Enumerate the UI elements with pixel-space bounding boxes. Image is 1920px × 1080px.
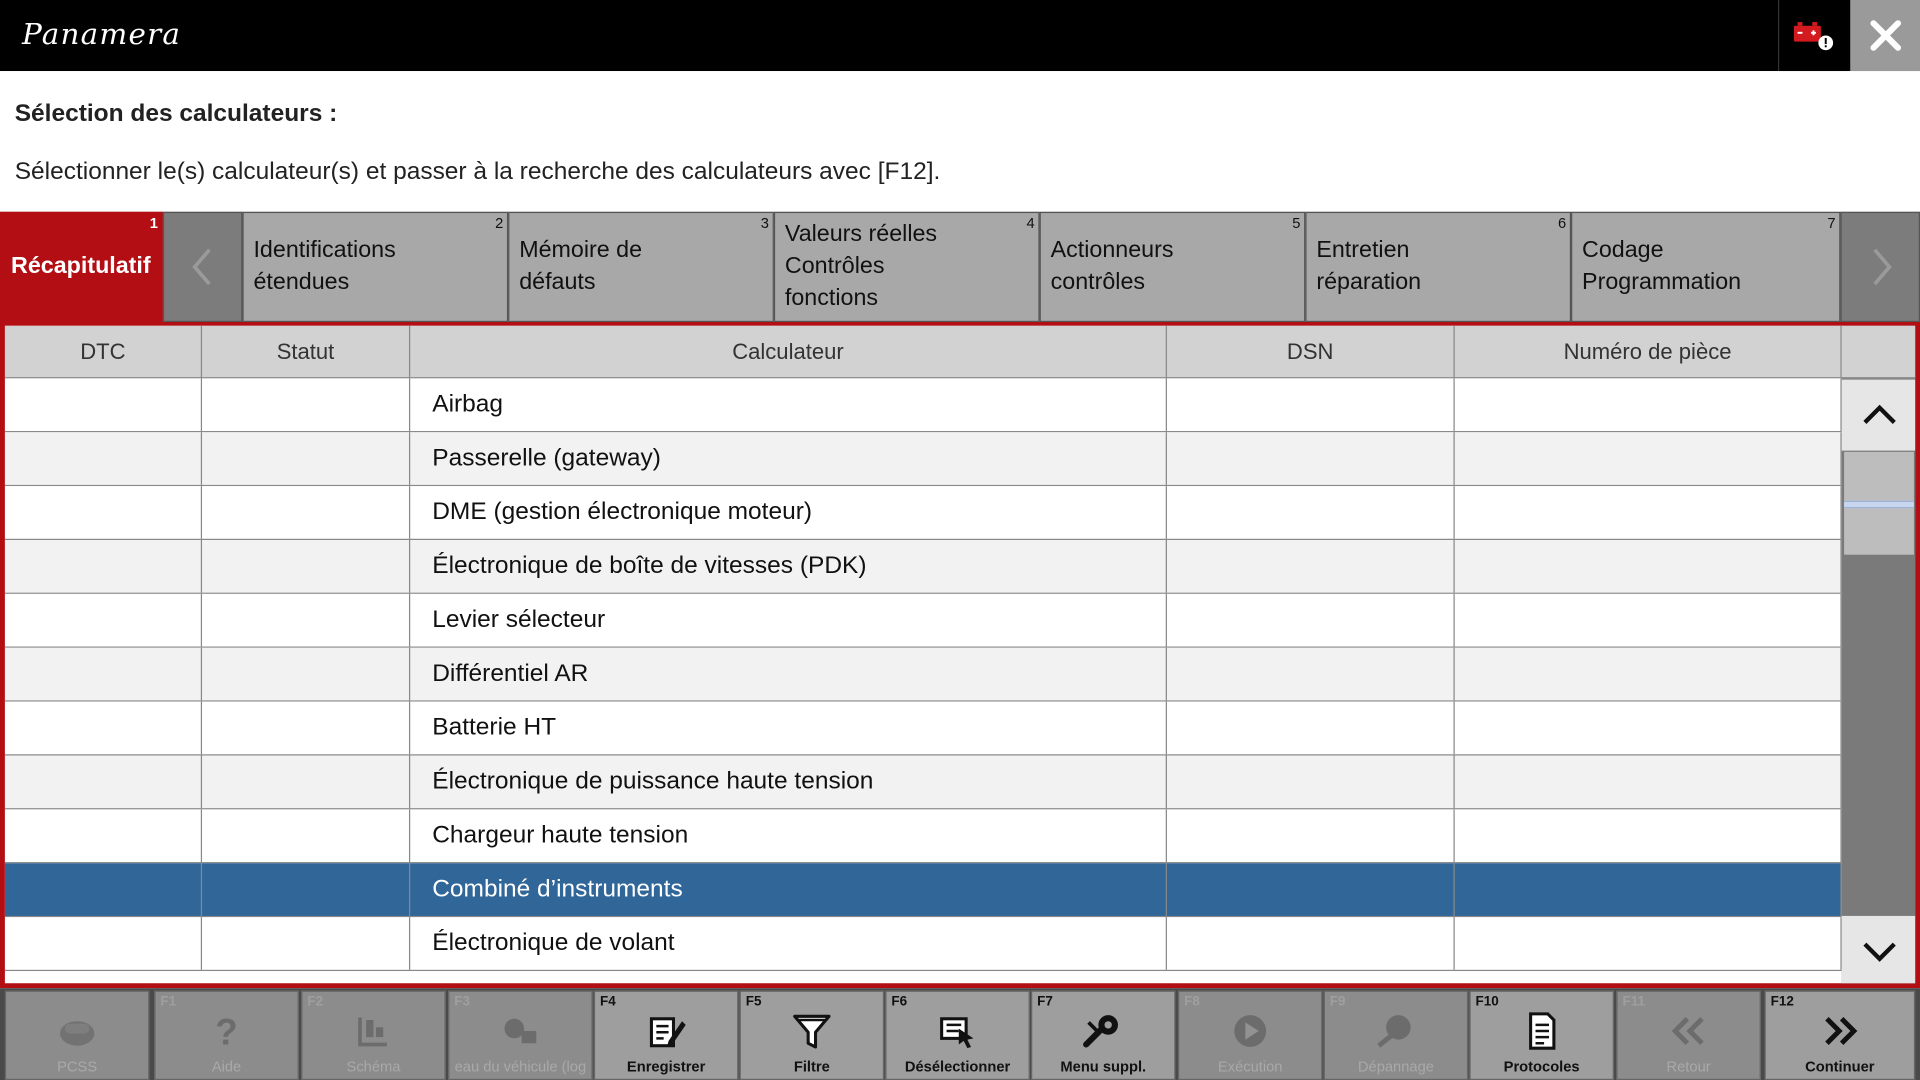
tab-number: 2 <box>495 214 504 232</box>
fkey-retour-button <box>1616 991 1760 1080</box>
cell-numero-piece <box>1455 432 1842 485</box>
cell-dtc <box>5 809 202 862</box>
help-icon <box>156 1007 298 1056</box>
cell-calculateur: Batterie HT <box>410 702 1167 755</box>
cell-numero-piece <box>1455 648 1842 701</box>
chevron-down-icon <box>1858 937 1900 966</box>
cell-statut <box>202 432 410 485</box>
fkey-execution-button <box>1178 991 1322 1080</box>
column-header-numero-piece[interactable]: Numéro de pièce <box>1455 326 1842 379</box>
cell-dtc <box>5 863 202 916</box>
cell-dsn <box>1167 917 1455 970</box>
column-header-dsn[interactable]: DSN <box>1167 326 1455 379</box>
tab-number: 7 <box>1827 214 1836 232</box>
cell-dsn <box>1167 486 1455 539</box>
fkey-shortcut: F11 <box>1622 994 1645 1009</box>
fkey-shortcut: F7 <box>1037 994 1053 1009</box>
cell-dtc <box>5 540 202 593</box>
troubleshoot-icon <box>1325 1007 1467 1056</box>
tab-bar <box>0 212 1920 322</box>
tab-entretien[interactable] <box>1305 212 1571 322</box>
protocols-icon <box>1471 1007 1613 1056</box>
cell-numero-piece <box>1455 863 1842 916</box>
cell-dtc <box>5 432 202 485</box>
fkey-eau-du-vehicule-log-button <box>448 991 592 1080</box>
table-row[interactable] <box>5 486 1842 540</box>
tab-number: 5 <box>1292 214 1301 232</box>
cell-dsn <box>1167 756 1455 809</box>
fkey-pcss-button <box>5 991 149 1080</box>
tab-memoire-defauts[interactable] <box>508 212 774 322</box>
cell-dsn <box>1167 432 1455 485</box>
cell-calculateur: Électronique de volant <box>410 917 1167 970</box>
fkey-depannage-button <box>1324 991 1468 1080</box>
fkey-label: Aide <box>211 1057 242 1076</box>
chevron-left-icon <box>184 242 221 291</box>
cell-calculateur: Levier sélecteur <box>410 594 1167 647</box>
cell-statut <box>202 917 410 970</box>
cell-calculateur: Combiné d’instruments <box>410 863 1167 916</box>
filter-icon <box>741 1007 883 1056</box>
battery-warning-button[interactable] <box>1778 0 1849 71</box>
fkey-protocoles-button[interactable] <box>1469 991 1613 1080</box>
fkey-shortcut: F2 <box>307 994 324 1009</box>
column-header-dtc[interactable]: DTC <box>5 326 202 379</box>
cell-dsn <box>1167 702 1455 755</box>
cell-statut <box>202 486 410 539</box>
table-row[interactable] <box>5 594 1842 648</box>
cell-numero-piece <box>1455 540 1842 593</box>
vertical-scrollbar[interactable] <box>1842 326 1917 988</box>
tab-scroll-left-button[interactable] <box>163 212 243 322</box>
table-row[interactable] <box>5 917 1842 971</box>
tab-identifications[interactable] <box>242 212 508 322</box>
page-instruction: Sélectionner le(s) calculateur(s) et passer à la recherche des calculateurs avec [F12]. <box>14 157 941 185</box>
scrollbar-header <box>1842 326 1917 379</box>
fkey-shortcut: F9 <box>1329 994 1346 1009</box>
cell-statut <box>202 702 410 755</box>
fkey-shortcut: F1 <box>160 994 177 1009</box>
fkey-shortcut: F6 <box>891 994 908 1009</box>
fkey-label: Retour <box>1666 1057 1711 1076</box>
close-icon <box>1867 17 1904 54</box>
cell-statut <box>202 540 410 593</box>
cell-dtc <box>5 756 202 809</box>
table-row[interactable] <box>5 378 1842 432</box>
cell-dsn <box>1167 863 1455 916</box>
table-row[interactable] <box>5 540 1842 594</box>
fkey-deselectionner-button[interactable] <box>885 991 1029 1080</box>
fkey-shortcut: F12 <box>1770 994 1794 1009</box>
play-icon <box>1179 1007 1321 1056</box>
fkey-shortcut: F3 <box>454 994 471 1009</box>
fkey-menu-suppl-button[interactable] <box>1031 991 1175 1080</box>
fkey-label: Continuer <box>1805 1057 1875 1076</box>
cell-calculateur: Différentiel AR <box>410 648 1167 701</box>
cell-statut <box>202 648 410 701</box>
table-header <box>5 326 1842 379</box>
tab-label: Mémoire de défauts <box>519 237 643 296</box>
cell-numero-piece <box>1455 378 1842 431</box>
cell-dtc <box>5 594 202 647</box>
fkey-label: Désélectionner <box>904 1057 1011 1076</box>
fkey-aide-button <box>154 991 298 1080</box>
fkey-label: Schéma <box>346 1057 401 1076</box>
tab-recapitulatif[interactable] <box>0 212 163 322</box>
cell-calculateur: Airbag <box>410 378 1167 431</box>
table-row[interactable] <box>5 863 1842 917</box>
top-bar <box>0 0 1920 71</box>
cell-dtc <box>5 486 202 539</box>
fkey-label: Enregistrer <box>626 1057 706 1076</box>
car-icon <box>6 1007 148 1056</box>
brand-logo: Panamera <box>22 17 182 52</box>
fkey-shortcut: F5 <box>745 994 762 1009</box>
continue-icon <box>1766 1007 1914 1056</box>
scroll-thumb[interactable] <box>1844 452 1914 555</box>
cell-dsn <box>1167 378 1455 431</box>
tab-label: Entretien réparation <box>1316 237 1422 296</box>
scroll-down-button[interactable] <box>1842 916 1917 987</box>
tab-number: 6 <box>1557 214 1567 232</box>
table-row[interactable] <box>5 432 1842 486</box>
svg-text:?: ? <box>215 1011 238 1052</box>
fkey-filtre-button[interactable] <box>740 991 884 1080</box>
fkey-continuer-button[interactable] <box>1765 991 1916 1080</box>
back-icon <box>1618 1007 1760 1056</box>
tab-label: Valeurs réelles Contrôles fonctions <box>784 221 938 312</box>
fkey-enregistrer-button[interactable] <box>594 991 738 1080</box>
cell-numero-piece <box>1455 917 1842 970</box>
tab-codage[interactable] <box>1571 212 1840 322</box>
chevron-up-icon <box>1858 400 1900 429</box>
schema-icon <box>302 1007 444 1056</box>
fkey-label: Dépannage <box>1357 1057 1434 1076</box>
ecu-table <box>0 322 1920 988</box>
cell-statut <box>202 863 410 916</box>
scroll-up-button[interactable] <box>1842 380 1917 451</box>
chevron-right-icon <box>1862 242 1899 291</box>
table-row[interactable] <box>5 648 1842 702</box>
tab-label: Récapitulatif <box>11 253 151 280</box>
fkey-shortcut: F4 <box>600 994 616 1009</box>
tab-number: 3 <box>760 214 769 232</box>
save-icon <box>595 1007 737 1056</box>
fkey-schema-button <box>301 991 445 1080</box>
fkey-label: Protocoles <box>1503 1057 1580 1076</box>
column-header-calculateur[interactable]: Calculateur <box>410 326 1167 379</box>
cell-dsn <box>1167 809 1455 862</box>
cell-dtc <box>5 917 202 970</box>
cell-calculateur: Électronique de boîte de vitesses (PDK) <box>410 540 1167 593</box>
cell-dsn <box>1167 648 1455 701</box>
cell-statut <box>202 756 410 809</box>
cell-numero-piece <box>1455 702 1842 755</box>
vehicle-log-icon <box>449 1007 591 1056</box>
cell-calculateur: DME (gestion électronique moteur) <box>410 486 1167 539</box>
fkey-label: Exécution <box>1217 1057 1283 1076</box>
fkey-label: Filtre <box>793 1057 830 1076</box>
tab-label: Actionneurs contrôles <box>1050 237 1174 296</box>
cell-dtc <box>5 378 202 431</box>
cell-numero-piece <box>1455 756 1842 809</box>
cell-dsn <box>1167 540 1455 593</box>
table-row[interactable] <box>5 756 1842 810</box>
fkey-label: eau du véhicule (log <box>454 1057 587 1076</box>
fkey-label: Menu suppl. <box>1060 1057 1147 1076</box>
tab-number: 4 <box>1026 214 1035 232</box>
battery-warning-icon <box>1779 0 1850 71</box>
cell-statut <box>202 378 410 431</box>
page-title: Sélection des calculateurs : <box>14 100 338 128</box>
cell-numero-piece <box>1455 809 1842 862</box>
cell-dtc <box>5 648 202 701</box>
tab-label: Codage Programmation <box>1582 237 1742 296</box>
tab-number: 1 <box>149 214 158 232</box>
cell-numero-piece <box>1455 594 1842 647</box>
tab-label: Identifications étendues <box>253 237 396 296</box>
column-header-statut[interactable]: Statut <box>202 326 410 379</box>
tab-valeurs-reelles[interactable] <box>774 212 1040 322</box>
function-key-bar <box>0 988 1920 1080</box>
deselect-icon <box>887 1007 1029 1056</box>
cell-statut <box>202 809 410 862</box>
fkey-shortcut: F10 <box>1475 994 1499 1009</box>
tools-icon <box>1032 1007 1174 1056</box>
fkey-label: PCSS <box>57 1057 98 1076</box>
table-body <box>5 378 1842 971</box>
cell-dtc <box>5 702 202 755</box>
fkey-shortcut: F8 <box>1184 994 1200 1009</box>
cell-numero-piece <box>1455 486 1842 539</box>
tab-actionneurs[interactable] <box>1040 212 1306 322</box>
cell-calculateur: Chargeur haute tension <box>410 809 1167 862</box>
close-button[interactable] <box>1850 0 1920 71</box>
table-row[interactable] <box>5 702 1842 756</box>
cell-statut <box>202 594 410 647</box>
cell-calculateur: Électronique de puissance haute tension <box>410 756 1167 809</box>
tab-scroll-right-button[interactable] <box>1840 212 1920 322</box>
cell-calculateur: Passerelle (gateway) <box>410 432 1167 485</box>
table-row[interactable] <box>5 809 1842 863</box>
cell-dsn <box>1167 594 1455 647</box>
